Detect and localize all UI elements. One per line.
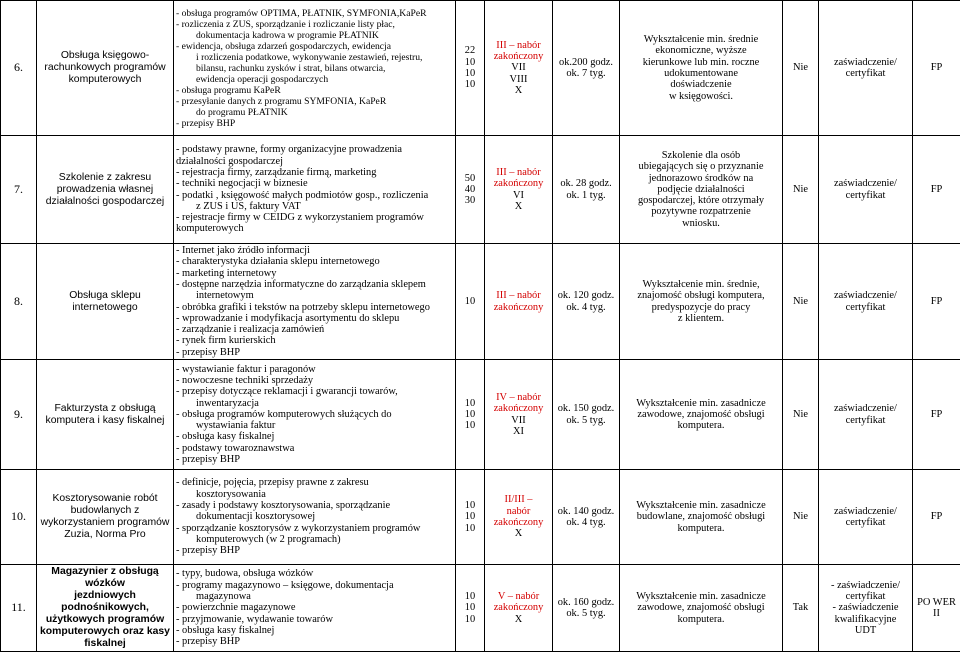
duration-line: ok. 120 godz. — [556, 290, 616, 301]
participants-count — [456, 1, 485, 136]
requirements-line: jednorazowo środków na — [623, 173, 779, 184]
program-item: - rozliczenia z ZUS, sporządzanie i rozliczanie listy płac, — [176, 19, 453, 30]
course-duration — [553, 244, 620, 360]
participants-value: 10 — [459, 68, 481, 79]
enrollment-line: VI — [488, 190, 549, 201]
course-name-line: Fakturzysta z obsługą — [40, 403, 170, 415]
funding-source — [913, 565, 960, 652]
participants-value: 10 — [459, 614, 481, 625]
certificate-type — [819, 1, 913, 136]
enrollment-line: IV – nabór — [488, 392, 549, 403]
funding-source — [913, 470, 960, 565]
certificate-line: zaświadczenie/ — [822, 403, 909, 414]
course-name-line: Zuzia, Norma Pro — [40, 529, 170, 541]
course-duration — [553, 470, 620, 565]
certificate-line: - zaświadczenie — [822, 602, 909, 613]
duration-line: ok.200 godz. — [556, 57, 616, 68]
requirements — [620, 136, 783, 244]
participants-value: 10 — [459, 79, 481, 90]
participants-value: 10 — [459, 420, 481, 431]
certificate-line: - zaświadczenie/ — [822, 580, 909, 591]
participants-value: 10 — [459, 511, 481, 522]
program-item: bilansu, rachunku zysków i strat, bilans otwarcia, — [176, 63, 453, 74]
funding-source — [913, 136, 960, 244]
participants-value: 22 — [459, 45, 481, 56]
requirements-line: podjęcie działalności — [623, 184, 779, 195]
funding-line: II — [916, 608, 957, 619]
program-item: - marketing internetowy — [176, 268, 453, 279]
course-name — [37, 136, 174, 244]
enrollment-line: zakończony — [488, 178, 549, 189]
program-item: - obróbka grafiki i tekstów na potrzeby sklepu internetowego — [176, 302, 453, 313]
requirements-line: doświadczenie — [623, 79, 779, 90]
requirements — [620, 244, 783, 360]
requirements — [620, 360, 783, 470]
requirements-line: Szkolenie dla osób — [623, 150, 779, 161]
enrollment-line: III – nabór — [488, 167, 549, 178]
row-number: 10. — [1, 470, 37, 565]
participants-value: 10 — [459, 591, 481, 602]
course-name-line: komputerowych oraz kasy — [40, 626, 170, 638]
table-row — [1, 244, 960, 360]
course-name — [37, 470, 174, 565]
duration-line: ok. 140 godz. — [556, 506, 616, 517]
individual-flag: Nie — [783, 1, 819, 136]
row-number: 11. — [1, 565, 37, 652]
program-item: - sporządzanie kosztorysów z wykorzystaniem programów — [176, 523, 453, 534]
duration-line: ok. 1 tyg. — [556, 190, 616, 201]
individual-flag: Nie — [783, 136, 819, 244]
enrollment-line: X — [488, 201, 549, 212]
course-duration — [553, 136, 620, 244]
enrollment-line: zakończony — [488, 302, 549, 313]
course-name-line: działalności gospodarczej — [40, 196, 170, 208]
participants-count — [456, 244, 485, 360]
certificate-line: certyfikat — [822, 517, 909, 528]
program-item: ewidencja operacji gospodarczych — [176, 74, 453, 85]
program-item: - podatki , księgowość małych podmiotów gosp., rozliczenia — [176, 190, 453, 201]
row-number: 8. — [1, 244, 37, 360]
requirements — [620, 1, 783, 136]
enrollment-line: II/III – — [488, 494, 549, 505]
enrollment-status — [485, 136, 553, 244]
program-item: magazynowa — [176, 591, 453, 602]
enrollment-line: VII — [488, 415, 549, 426]
participants-value: 10 — [459, 398, 481, 409]
program-item: - dostępne narzędzia informatyczne do zarządzania sklepem — [176, 279, 453, 290]
requirements-line: Wykształcenie min. zasadnicze — [623, 591, 779, 602]
participants-value: 10 — [459, 296, 481, 307]
table-row — [1, 565, 960, 652]
program-item: - charakterystyka działania sklepu internetowego — [176, 256, 453, 267]
certificate-line: kwalifikacyjne — [822, 614, 909, 625]
enrollment-line: VII — [488, 62, 549, 73]
duration-line: ok. 4 tyg. — [556, 302, 616, 313]
enrollment-status — [485, 244, 553, 360]
funding-source — [913, 360, 960, 470]
funding-line: FP — [916, 511, 957, 522]
program-item: - przesyłanie danych z programu SYMFONIA, KaPeR — [176, 96, 453, 107]
requirements — [620, 565, 783, 652]
requirements-line: udokumentowane — [623, 68, 779, 79]
duration-line: ok. 5 tyg. — [556, 415, 616, 426]
certificate-line: certyfikat — [822, 302, 909, 313]
course-name-line: jezdniowych podnośnikowych, — [40, 590, 170, 614]
program-item: internetowym — [176, 290, 453, 301]
program-item: dokumentacja kadrowa w programie PŁATNIK — [176, 30, 453, 41]
certificate-line: zaświadczenie/ — [822, 290, 909, 301]
requirements-line: znajomość obsługi komputera, — [623, 290, 779, 301]
table-row — [1, 360, 960, 470]
program-item: - przepisy BHP — [176, 347, 453, 358]
course-name-line: użytkowych programów — [40, 614, 170, 626]
table-row — [1, 470, 960, 565]
enrollment-status — [485, 1, 553, 136]
program-item: - obsługa programu KaPeR — [176, 85, 453, 96]
duration-line: ok. 28 godz. — [556, 178, 616, 189]
program-item: komputerowych (w 2 programach) — [176, 534, 453, 545]
individual-flag: Tak — [783, 565, 819, 652]
course-name-line: komputera i kasy fiskalnej — [40, 415, 170, 427]
program-item: - definicje, pojęcia, przepisy prawne z zakresu — [176, 477, 453, 488]
requirements-line: Wykształcenie min. średnie, — [623, 279, 779, 290]
certificate-line: zaświadczenie/ — [822, 178, 909, 189]
enrollment-line: zakończony — [488, 517, 549, 528]
enrollment-line: X — [488, 614, 549, 625]
course-duration — [553, 565, 620, 652]
participants-value: 30 — [459, 195, 481, 206]
requirements-line: wniosku. — [623, 218, 779, 229]
course-name-line: budowlanych z — [40, 505, 170, 517]
certificate-type — [819, 470, 913, 565]
program-item: - ewidencja, obsługa zdarzeń gospodarczych, ewidencja — [176, 41, 453, 52]
participants-count — [456, 360, 485, 470]
program-item: - przepisy BHP — [176, 636, 453, 647]
participants-count — [456, 470, 485, 565]
enrollment-line: X — [488, 85, 549, 96]
participants-value: 10 — [459, 500, 481, 511]
requirements-line: budowlane, znajomość obsługi — [623, 511, 779, 522]
certificate-line: certyfikat — [822, 415, 909, 426]
funding-line: FP — [916, 409, 957, 420]
row-number: 7. — [1, 136, 37, 244]
duration-line: ok. 160 godz. — [556, 597, 616, 608]
participants-count — [456, 565, 485, 652]
requirements-line: Wykształcenie min. zasadnicze — [623, 500, 779, 511]
course-duration — [553, 360, 620, 470]
funding-line: FP — [916, 62, 957, 73]
funding-line: PO WER — [916, 597, 957, 608]
program-item: - przepisy BHP — [176, 545, 453, 556]
program-item: i rozliczenia podatkowe, wykonywanie zestawień, rejestru, — [176, 52, 453, 63]
program-item: inwentaryzacja — [176, 398, 453, 409]
enrollment-line: V – nabór — [488, 591, 549, 602]
program-item: - zasady i podstawy kosztorysowania, sporządzanie — [176, 500, 453, 511]
requirements-line: zawodowe, znajomość obsługi — [623, 409, 779, 420]
course-program — [174, 1, 456, 136]
program-item: z ZUS i US, faktury VAT — [176, 201, 453, 212]
participants-value: 10 — [459, 523, 481, 534]
certificate-type — [819, 244, 913, 360]
course-name-line: rachunkowych programów — [40, 62, 170, 74]
program-item: wystawiania faktur — [176, 420, 453, 431]
enrollment-status — [485, 360, 553, 470]
program-item: - obsługa programów OPTIMA, PŁATNIK, SYMFONIA,KaPeR — [176, 8, 453, 19]
course-program — [174, 470, 456, 565]
participants-count — [456, 136, 485, 244]
individual-flag: Nie — [783, 244, 819, 360]
funding-source — [913, 244, 960, 360]
course-name-line: wykorzystaniem programów — [40, 517, 170, 529]
enrollment-line: zakończony — [488, 403, 549, 414]
program-item: - podstawy towaroznawstwa — [176, 443, 453, 454]
program-item: - wystawianie faktur i paragonów — [176, 364, 453, 375]
course-name — [37, 244, 174, 360]
program-item: - nowoczesne techniki sprzedaży — [176, 375, 453, 386]
requirements-line: gospodarczej, które otrzymały — [623, 195, 779, 206]
program-item: - podstawy prawne, formy organizacyjne prowadzenia — [176, 144, 453, 155]
requirements-line: komputera. — [623, 420, 779, 431]
individual-flag: Nie — [783, 360, 819, 470]
enrollment-line: zakończony — [488, 602, 549, 613]
certificate-type — [819, 565, 913, 652]
duration-line: ok. 5 tyg. — [556, 608, 616, 619]
program-item: - rynek firm kurierskich — [176, 335, 453, 346]
requirements-line: ubiegających się o przyznanie — [623, 161, 779, 172]
course-program — [174, 244, 456, 360]
participants-value: 10 — [459, 409, 481, 420]
program-item: komputerowych — [176, 223, 453, 234]
enrollment-line: XI — [488, 426, 549, 437]
program-item: - powierzchnie magazynowe — [176, 602, 453, 613]
requirements-line: Wykształcenie min. zasadnicze — [623, 398, 779, 409]
certificate-type — [819, 136, 913, 244]
program-item: - wprowadzanie i modyfikacja asortymentu do sklepu — [176, 313, 453, 324]
requirements — [620, 470, 783, 565]
requirements-line: komputera. — [623, 614, 779, 625]
course-name-line: Kosztorysowanie robót — [40, 493, 170, 505]
table-row — [1, 136, 960, 244]
row-number: 6. — [1, 1, 37, 136]
duration-line: ok. 7 tyg. — [556, 68, 616, 79]
program-item: - obsługa kasy fiskalnej — [176, 431, 453, 442]
certificate-line: zaświadczenie/ — [822, 57, 909, 68]
course-name-line: Obsługa księgowo- — [40, 50, 170, 62]
participants-value: 50 — [459, 173, 481, 184]
program-item: kosztorysowania — [176, 489, 453, 500]
enrollment-status — [485, 470, 553, 565]
course-name-line: fiskalnej — [40, 638, 170, 650]
course-program — [174, 136, 456, 244]
program-item: - techniki negocjacji w biznesie — [176, 178, 453, 189]
course-name-line: Szkolenie z zakresu — [40, 172, 170, 184]
program-item: do programu PŁATNIK — [176, 107, 453, 118]
requirements-line: kierunkowe lub min. roczne — [623, 57, 779, 68]
certificate-line: certyfikat — [822, 68, 909, 79]
requirements-line: pozytywne rozpatrzenie — [623, 206, 779, 217]
program-item: - rejestracja firmy, zarządzanie firmą, marketing — [176, 167, 453, 178]
program-item: - przepisy dotyczące reklamacji i gwarancji towarów, — [176, 386, 453, 397]
program-item: - Internet jako źródło informacji — [176, 245, 453, 256]
requirements-line: z klientem. — [623, 313, 779, 324]
participants-value: 40 — [459, 184, 481, 195]
course-name-line: komputerowych — [40, 74, 170, 86]
funding-line: FP — [916, 296, 957, 307]
requirements-line: w księgowości. — [623, 91, 779, 102]
requirements-line: predyspozycje do pracy — [623, 302, 779, 313]
duration-line: ok. 4 tyg. — [556, 517, 616, 528]
enrollment-line: VIII — [488, 74, 549, 85]
certificate-type — [819, 360, 913, 470]
participants-value: 10 — [459, 602, 481, 613]
program-item: - przyjmowanie, wydawanie towarów — [176, 614, 453, 625]
program-item: - obsługa programów komputerowych służących do — [176, 409, 453, 420]
program-item: - obsługa kasy fiskalnej — [176, 625, 453, 636]
funding-line: FP — [916, 184, 957, 195]
enrollment-line: X — [488, 528, 549, 539]
requirements-line: ekonomiczne, wyższe — [623, 45, 779, 56]
course-duration — [553, 1, 620, 136]
program-item: - zarządzanie i realizacja zamówień — [176, 324, 453, 335]
funding-source — [913, 1, 960, 136]
enrollment-line: III – nabór — [488, 290, 549, 301]
certificate-line: zaświadczenie/ — [822, 506, 909, 517]
course-name — [37, 565, 174, 652]
participants-value: 10 — [459, 57, 481, 68]
requirements-line: komputera. — [623, 523, 779, 534]
enrollment-line: zakończony — [488, 51, 549, 62]
certificate-line: certyfikat — [822, 190, 909, 201]
course-name-line: Obsługa sklepu internetowego — [40, 290, 170, 314]
course-name-line: Magazynier z obsługą wózków — [40, 566, 170, 590]
course-program — [174, 360, 456, 470]
course-program — [174, 565, 456, 652]
requirements-line: Wykształcenie min. średnie — [623, 34, 779, 45]
certificate-line: UDT — [822, 625, 909, 636]
program-item: - programy magazynowo – księgowe, dokumentacja — [176, 580, 453, 591]
individual-flag: Nie — [783, 470, 819, 565]
enrollment-line: III – nabór — [488, 40, 549, 51]
table-row — [1, 1, 960, 136]
course-name — [37, 1, 174, 136]
course-name-line: prowadzenia własnej — [40, 184, 170, 196]
program-item: - rejestracje firmy w CEIDG z wykorzystaniem programów — [176, 212, 453, 223]
program-item: działalności gospodarczej — [176, 156, 453, 167]
program-item: - przepisy BHP — [176, 454, 453, 465]
enrollment-line: nabór — [488, 506, 549, 517]
requirements-line: zawodowe, znajomość obsługi — [623, 602, 779, 613]
certificate-line: certyfikat — [822, 591, 909, 602]
program-item: - przepisy BHP — [176, 118, 453, 129]
program-item: dokumentacji kosztorysowej — [176, 511, 453, 522]
enrollment-status — [485, 565, 553, 652]
program-item: - typy, budowa, obsługa wózków — [176, 568, 453, 579]
course-name — [37, 360, 174, 470]
duration-line: ok. 150 godz. — [556, 403, 616, 414]
row-number: 9. — [1, 360, 37, 470]
